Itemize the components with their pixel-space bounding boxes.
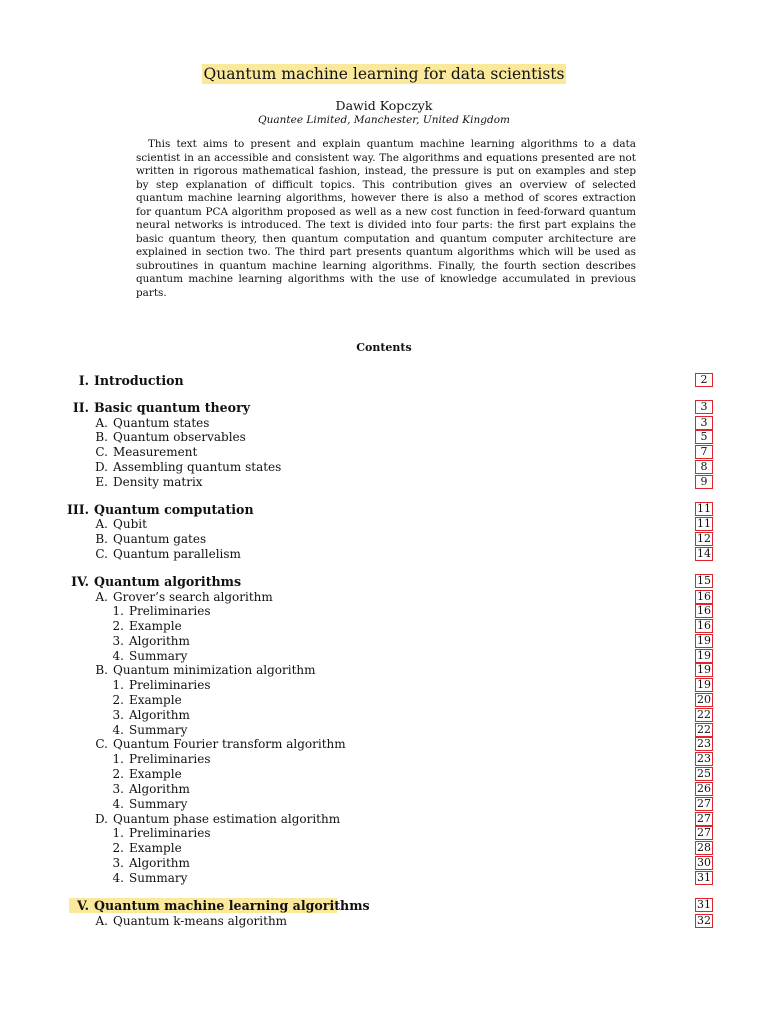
toc-entry-label: Measurement [113, 445, 198, 459]
toc-entry-label: Preliminaries [129, 826, 211, 840]
toc-page-link[interactable]: 15 [697, 574, 711, 587]
toc-entry-label: Quantum states [113, 416, 210, 430]
toc-entry-number: 4. [112, 797, 124, 811]
toc-entry-label: Preliminaries [129, 752, 211, 766]
toc-entry-number: 1. [112, 752, 124, 766]
toc-page-link[interactable]: 20 [697, 693, 711, 706]
toc-entry-label: Example [129, 619, 182, 633]
toc-entry-label: Algorithm [129, 634, 190, 648]
toc-page-link[interactable]: 12 [697, 532, 711, 545]
toc-entry-label: Quantum algorithms [94, 574, 242, 589]
toc-page-link[interactable]: 22 [697, 723, 711, 736]
toc-entry-number: 2. [112, 767, 124, 781]
toc-page-link[interactable]: 16 [697, 619, 711, 632]
toc-entry[interactable] [0, 547, 768, 562]
toc-entry-label: Quantum computation [94, 502, 254, 517]
toc-entry[interactable] [0, 502, 768, 517]
toc-entry-label: Summary [129, 723, 188, 737]
toc-entry-label: Summary [129, 797, 188, 811]
toc-entry-number: A. [95, 416, 108, 430]
toc-entry[interactable] [0, 574, 768, 589]
toc-page-link[interactable]: 32 [697, 914, 711, 927]
toc-entry-number: C. [95, 737, 108, 751]
toc-page-link[interactable]: 11 [697, 502, 711, 515]
toc-entry-label: Quantum phase estimation algorithm [113, 812, 341, 826]
toc-page-link[interactable]: 19 [697, 678, 711, 691]
toc-entry-number: 1. [112, 604, 124, 618]
toc-entry[interactable] [0, 604, 768, 619]
toc-page-link[interactable]: 23 [697, 752, 711, 765]
toc-entry-number: 3. [112, 708, 124, 722]
toc-entry-label: Example [129, 767, 182, 781]
toc-page-link[interactable]: 27 [697, 826, 711, 839]
toc-entry[interactable] [0, 782, 768, 797]
toc-entry-label: Qubit [113, 517, 147, 531]
toc-page-link[interactable]: 26 [697, 782, 711, 795]
toc-entry-label: Grover’s search algorithm [113, 590, 273, 604]
toc-page-link[interactable]: 8 [696, 461, 712, 473]
toc-entry[interactable] [0, 737, 768, 752]
toc-entry[interactable] [0, 723, 768, 738]
toc-entry-label: Summary [129, 871, 188, 885]
toc-entry[interactable] [0, 841, 768, 856]
toc-entry-label: Assembling quantum states [113, 460, 282, 474]
toc-entry[interactable] [0, 856, 768, 871]
author-affiliation: Quantee Limited, Manchester, United Kingdom [258, 114, 510, 126]
toc-entry-label: Summary [129, 649, 188, 663]
toc-page-link[interactable]: 25 [697, 767, 711, 780]
toc-entry[interactable] [0, 475, 768, 490]
toc-entry-number: A. [95, 590, 108, 604]
toc-page-link[interactable]: 27 [697, 812, 711, 825]
toc-page-link[interactable]: 22 [697, 708, 711, 721]
toc-entry-number: 3. [112, 856, 124, 870]
toc-page-link[interactable]: 19 [697, 663, 711, 676]
toc-entry-number: V. [77, 898, 89, 913]
toc-page-link[interactable]: 5 [696, 431, 712, 443]
toc-entry[interactable] [0, 914, 768, 929]
toc-entry[interactable] [0, 517, 768, 532]
toc-entry-label: Density matrix [113, 475, 203, 489]
toc-entry-number: 4. [112, 723, 124, 737]
toc-page-link[interactable]: 30 [697, 856, 711, 869]
toc-entry[interactable] [0, 649, 768, 664]
toc-entry-number: 3. [112, 782, 124, 796]
toc-entry[interactable] [0, 460, 768, 475]
toc-entry[interactable] [0, 663, 768, 678]
toc-page-link[interactable]: 16 [697, 590, 711, 603]
toc-entry-label: Preliminaries [129, 678, 211, 692]
toc-entry-number: 4. [112, 649, 124, 663]
toc-page-link[interactable]: 31 [697, 871, 711, 884]
toc-entry-number: 3. [112, 634, 124, 648]
toc-entry[interactable] [0, 898, 768, 913]
toc-entry-number: D. [94, 812, 108, 826]
toc-entry[interactable] [0, 797, 768, 812]
toc-entry-number: 2. [112, 619, 124, 633]
toc-entry-label: Algorithm [129, 708, 190, 722]
toc-entry-number: B. [95, 532, 108, 546]
toc-entry-label: Quantum minimization algorithm [113, 663, 316, 677]
toc-entry-label: Basic quantum theory [94, 400, 251, 415]
toc-page-link[interactable]: 27 [697, 797, 711, 810]
contents-heading: Contents [356, 341, 412, 354]
toc-entry-label: Algorithm [129, 782, 190, 796]
toc-entry[interactable] [0, 708, 768, 723]
toc-entry-number: A. [95, 914, 108, 928]
toc-entry-number: 2. [112, 841, 124, 855]
toc-entry-label: Quantum observables [113, 430, 246, 444]
toc-entry[interactable] [0, 826, 768, 841]
toc-page-link[interactable]: 31 [697, 898, 711, 911]
paper-title: Quantum machine learning for data scientists [203, 65, 565, 83]
toc-entry-number: B. [95, 430, 108, 444]
toc-entry-number: IV. [71, 574, 89, 589]
toc-entry-label: Quantum k-means algorithm [113, 914, 288, 928]
toc-entry[interactable] [0, 400, 768, 415]
toc-entry[interactable] [0, 871, 768, 886]
toc-entry-number: C. [95, 445, 108, 459]
toc-page-link[interactable]: 3 [696, 401, 712, 413]
toc-page-link[interactable]: 2 [696, 374, 712, 386]
toc-entry[interactable] [0, 416, 768, 431]
toc-entry-label: Preliminaries [129, 604, 211, 618]
toc-entry[interactable] [0, 619, 768, 634]
toc-entry-number: E. [95, 475, 108, 489]
toc-entry[interactable] [0, 373, 768, 388]
toc-entry[interactable] [0, 590, 768, 605]
toc-entry-label: Quantum gates [113, 532, 207, 546]
toc-entry-number: A. [95, 517, 108, 531]
toc-entry-label: Example [129, 841, 182, 855]
toc-page-link[interactable]: 19 [697, 634, 711, 647]
toc-page-link[interactable]: 16 [697, 604, 711, 617]
toc-entry[interactable] [0, 752, 768, 767]
toc-entry-number: III. [66, 502, 89, 517]
toc-entry[interactable] [0, 693, 768, 708]
toc-entry[interactable] [0, 532, 768, 547]
toc-page-link[interactable]: 3 [696, 417, 712, 429]
toc-entry[interactable] [0, 634, 768, 649]
toc-page-link[interactable]: 7 [696, 446, 712, 458]
toc-entry-label: Example [129, 693, 182, 707]
toc-entry[interactable] [0, 678, 768, 693]
toc-entry-label: Algorithm [129, 856, 190, 870]
toc-entry-number: C. [95, 547, 108, 561]
abstract: This text aims to present and explain quantum machine learning algorithms to a data scientist in an accessible and consistent way. The algorithms and equations presented are not written in rigorous mathematical fashion, instead, the pressure is put on examples and step by step explanation of difficult topics. This contribution gives an overview of selected quantum machine learning algorithms, however there is also a method of scores extraction for quantum PCA algorithm proposed as well as a new cost function in feed-forward quantum neural networks is introduced. The text is divided into four parts: the first part explains the basic quantum theory, then quantum computation and quantum computer architecture are explained in section two. The third part presents quantum algorithms which will be used as subroutines in quantum machine learning algorithms. Finally, the fourth section describes quantum machine learning algorithms with the use of knowledge accumulated in previous parts. [136, 138, 636, 299]
toc-entry[interactable] [0, 767, 768, 782]
toc-page-link[interactable]: 23 [697, 737, 711, 750]
toc-entry-number: I. [78, 373, 89, 388]
toc-entry-label: Quantum machine learning algorithms [94, 898, 370, 913]
toc-entry-number: II. [72, 400, 89, 415]
toc-page-link[interactable]: 19 [697, 649, 711, 662]
toc-entry-number: D. [94, 460, 108, 474]
toc-entry-label: Quantum parallelism [113, 547, 241, 561]
toc-entry-number: 4. [112, 871, 124, 885]
toc-page-link[interactable]: 28 [697, 841, 711, 854]
toc-page-link[interactable]: 14 [697, 547, 711, 560]
toc-entry[interactable] [0, 812, 768, 827]
toc-page-link[interactable]: 9 [696, 476, 712, 488]
author-name: Dawid Kopczyk [335, 98, 433, 113]
toc-entry-label: Introduction [94, 373, 184, 388]
toc-entry-number: 1. [112, 826, 124, 840]
toc-entry-label: Quantum Fourier transform algorithm [113, 737, 346, 751]
toc-entry[interactable] [0, 445, 768, 460]
toc-entry-number: 2. [112, 693, 124, 707]
toc-entry[interactable] [0, 430, 768, 445]
toc-entry-number: 1. [112, 678, 124, 692]
toc-page-link[interactable]: 11 [697, 517, 711, 530]
toc-entry-number: B. [95, 663, 108, 677]
